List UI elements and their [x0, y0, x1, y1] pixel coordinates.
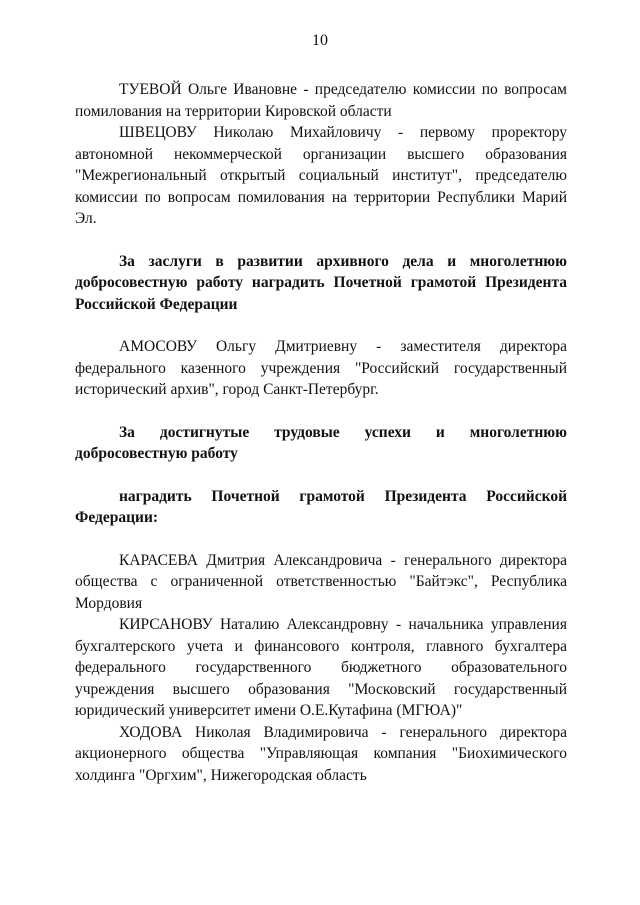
- award-entry-karasev: КАРАСЕВА Дмитрия Александровича - генерального директора общества с ограниченной ответственностью "Байтэкс", Республика Мордовия: [75, 551, 567, 612]
- page-number: 10: [312, 32, 328, 49]
- award-entry-khodov: ХОДОВА Николая Владимировича - генерального директора акционерного общества "Управляющая компания "Биохимического холдинга "Оргхим", Нижегородская область: [75, 723, 567, 784]
- award-entry-amosova: АМОСОВУ Ольгу Дмитриевну - заместителя директора федерального казенного учреждения "Российский государственный исторический архив", город Санкт-Петербург.: [75, 338, 567, 398]
- document-body: [75, 79, 567, 786]
- award-entry-shvetsov: ШВЕЦОВУ Николаю Михайловичу - первому проректору автономной некоммерческой организации высшего образования "Межрегиональный открытый социальный институт", председателю комиссии по вопросам помилования на территории Республики Марий Эл.: [75, 124, 567, 227]
- award-heading-labor: За достигнутые трудовые успехи и многолетнюю добросовестную работу: [75, 423, 567, 462]
- award-heading-archive: За заслуги в развитии архивного дела и многолетнюю добросовестную работу наградить Почетной грамотой Президента Российской Федерации: [75, 252, 567, 313]
- award-heading-grant: наградить Почетной грамотой Президента Российской Федерации:: [75, 487, 567, 526]
- award-entry-kirsanova: КИРСАНОВУ Наталию Александровну - начальника управления бухгалтерского учета и финансового контроля, главного бухгалтера федерального государственного бюджетного образовательного учреждения высшего образования "Московский государственный юридический университет имени О.Е.Кутафина (МГЮА)": [75, 616, 567, 719]
- award-entry-tueva: ТУЕВОЙ Ольге Ивановне - председателю комиссии по вопросам помилования на территории Кировской области: [75, 81, 567, 120]
